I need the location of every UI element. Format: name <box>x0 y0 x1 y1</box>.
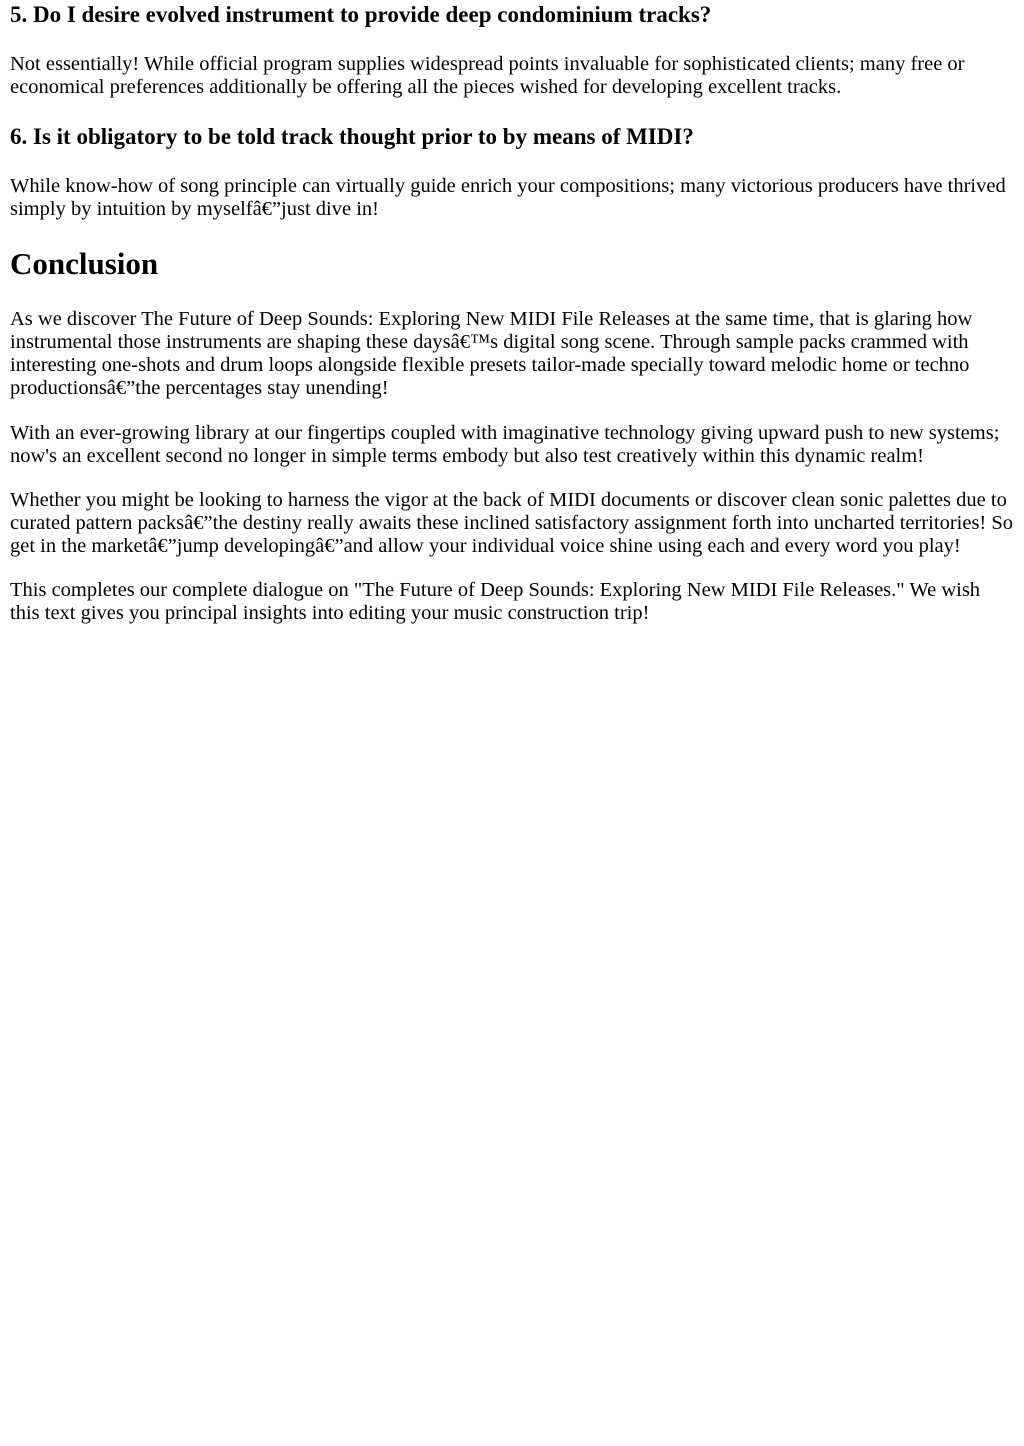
faq-answer-5: Not essentially! While official program supplies widespread points invaluable for sophisticated clients; many free or economical preferences additionally be offering all the pieces wished for developing excellent tracks. <box>10 53 965 98</box>
conclusion-paragraph: This completes our complete dialogue on "The Future of Deep Sounds: Exploring New MIDI File Releases." We wish this text gives you principal insights into editing your music construction trip! <box>10 579 981 624</box>
faq-answer-6: While know-how of song principle can virtually guide enrich your compositions; many victorious producers have thrived simply by intuition by myselfâ€”just dive in! <box>10 175 1006 220</box>
conclusion-paragraph: Whether you might be looking to harness the vigor at the back of MIDI documents or discover clean sonic palettes due to curated pattern packsâ€”the destiny really awaits these inclined satisfactory assignment forth into uncharted territories! So get in the marketâ€”jump developingâ€”and allow your individual voice shine using each and every word you play! <box>10 489 1014 557</box>
faq-question-6: 6. Is it obligatory to be told track thought prior to by means of MIDI? <box>10 124 694 149</box>
conclusion-heading: Conclusion <box>10 246 159 281</box>
conclusion-paragraph: As we discover The Future of Deep Sounds: Exploring New MIDI File Releases at the same time, that is glaring how instrumental those instruments are shaping these daysâ€™s digital song scene. Through sample packs crammed with interesting one-shots and drum loops alongside flexible presets tailor-made specially toward melodic home or techno productionsâ€”the percentages stay unending! <box>10 308 973 399</box>
conclusion-paragraph: With an ever-growing library at our fingertips coupled with imaginative technology giving upward push to new systems; now's an excellent second no longer in simple terms embody but also test creatively within this dynamic realm! <box>10 422 1000 467</box>
faq-question-5: 5. Do I desire evolved instrument to provide deep condominium tracks? <box>10 2 712 27</box>
